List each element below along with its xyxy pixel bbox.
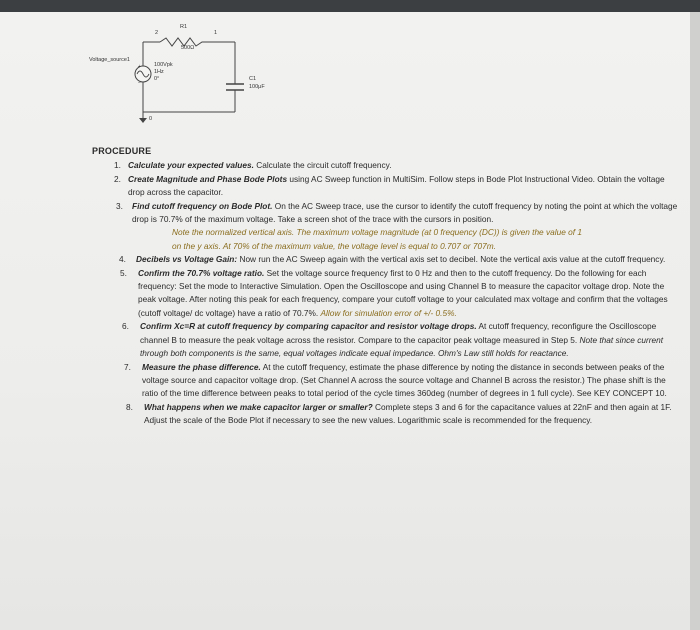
step-italic-note: Note that since current through both components is the same, equal voltages indicate equal impedance. Ohm's Law still holds for reactance.: [140, 334, 664, 359]
step-error-note: Allow for simulation error of +/- 0.5%.: [320, 307, 457, 318]
step-6: [92, 320, 682, 360]
step-8: [92, 401, 682, 428]
step-1: [92, 159, 682, 172]
step-text: On the AC Sweep trace, use the cursor to identify the cutoff frequency by noting the point at which the voltage drop is 70.7% of the maximum voltage. Take a screen shot of the trace with the cursors in position.: [132, 200, 678, 225]
step-4: [92, 253, 682, 266]
step-text: Set the voltage source frequency first to 0 Hz and then to the cutoff frequency. Do the following for each frequency: Set the mode to Interactive Simulation. Open the Oscilloscope and using Channel B to measure the capacitor voltage drop. Note the peak voltage. After noting this peak for each frequency, compare your cutoff voltage to your calculated max voltage and confirm that the voltages (cutoff voltage/ dc voltage) have a ratio of 70.7%.: [138, 267, 668, 318]
window-top-bar: [0, 0, 700, 12]
source-amplitude-label: 100Vpk: [154, 62, 173, 68]
step-text: At the cutoff frequency, estimate the phase difference by noting the distance in seconds between peaks of the voltage source and capacitor voltage drop. (Set Channel A across the source voltage and Channel B across the resistor.) The phase shift is the ratio of the time difference between peaks to total period of the cycle times 360deg (number of degrees in 1 full cycle). See KEY CONCEPT 10.: [142, 361, 667, 399]
step-number: 5.: [120, 267, 127, 278]
step-number: 2.: [114, 173, 121, 184]
step-text: At cutoff frequency, reconfigure the Oscilloscope channel B to measure the peak voltage across the resistor. Compare to the capacitor peak voltage measured in Step 5.: [140, 321, 657, 345]
circuit-schematic: [0, 12, 300, 132]
node-1-label: 1: [214, 30, 218, 36]
step-number: 6.: [122, 321, 129, 332]
step-7: [92, 361, 682, 401]
step-5: [92, 267, 682, 321]
capacitor-value-label: 100μF: [249, 84, 265, 90]
step-heading: Measure the phase difference.: [142, 361, 261, 372]
source-frequency-label: 1Hz: [154, 69, 164, 75]
step-text: Now run the AC Sweep again with the vertical axis set to decibel. Note the vertical axis value at the cutoff frequency.: [239, 254, 666, 265]
step-heading: Confirm the 70.7% voltage ratio.: [138, 267, 265, 278]
procedure-section: [92, 145, 682, 428]
step-number: 3.: [116, 200, 123, 211]
svg-text:−: −: [138, 80, 141, 86]
resistor-value-label: 500Ω: [181, 45, 195, 51]
procedure-list: [92, 159, 682, 427]
step-heading: Find cutoff frequency on Bode Plot.: [132, 200, 273, 211]
step-heading: Confirm Xc=R at cutoff frequency by comparing capacitor and resistor voltage drops.: [140, 321, 477, 332]
capacitor-name-label: C1: [249, 76, 257, 82]
circuit-drawing: [0, 12, 300, 132]
step-heading: Calculate your expected values.: [128, 160, 254, 171]
step-3: [92, 200, 682, 254]
step-heading: Decibels vs Voltage Gain:: [136, 254, 238, 265]
step-number: 4.: [119, 254, 126, 265]
source-phase-label: 0°: [154, 76, 160, 82]
step-note: Note the normalized vertical axis. The maximum voltage magnitude (at 0 frequency (DC)) is given the value of 1 on the y axis. At 70% of the maximum value, the voltage level is equal to 0.707 or 707m.: [172, 227, 582, 251]
step-number: 1.: [114, 160, 121, 171]
source-name-label: Voltage_source1: [89, 57, 130, 63]
step-text: using AC Sweep function in MultiSim. Follow steps in Bode Plot Instructional Video. Obtain the voltage drop across the capacitor.: [128, 173, 665, 198]
step-text: Calculate the circuit cutoff frequency.: [256, 160, 392, 171]
ground-icon: [139, 118, 147, 123]
page-edge-shadow: [690, 12, 700, 630]
step-number: 8.: [126, 401, 133, 412]
svg-text:+: +: [138, 64, 141, 70]
node-0-label: 0: [149, 116, 153, 122]
resistor-name-label: R1: [180, 24, 188, 30]
step-2: [92, 173, 682, 200]
step-number: 7.: [124, 361, 131, 372]
node-2-label: 2: [155, 30, 159, 36]
step-heading: Create Magnitude and Phase Bode Plots: [128, 173, 288, 184]
step-text: Complete steps 3 and 6 for the capacitance values at 22nF and then again at 1F. Adjust the scale of the Bode Plot if necessary to see the new values. Logarithmic scale is recommended for the frequency.: [144, 401, 672, 426]
procedure-title: PROCEDURE: [92, 146, 152, 156]
step-heading: What happens when we make capacitor larger or smaller?: [144, 401, 373, 412]
